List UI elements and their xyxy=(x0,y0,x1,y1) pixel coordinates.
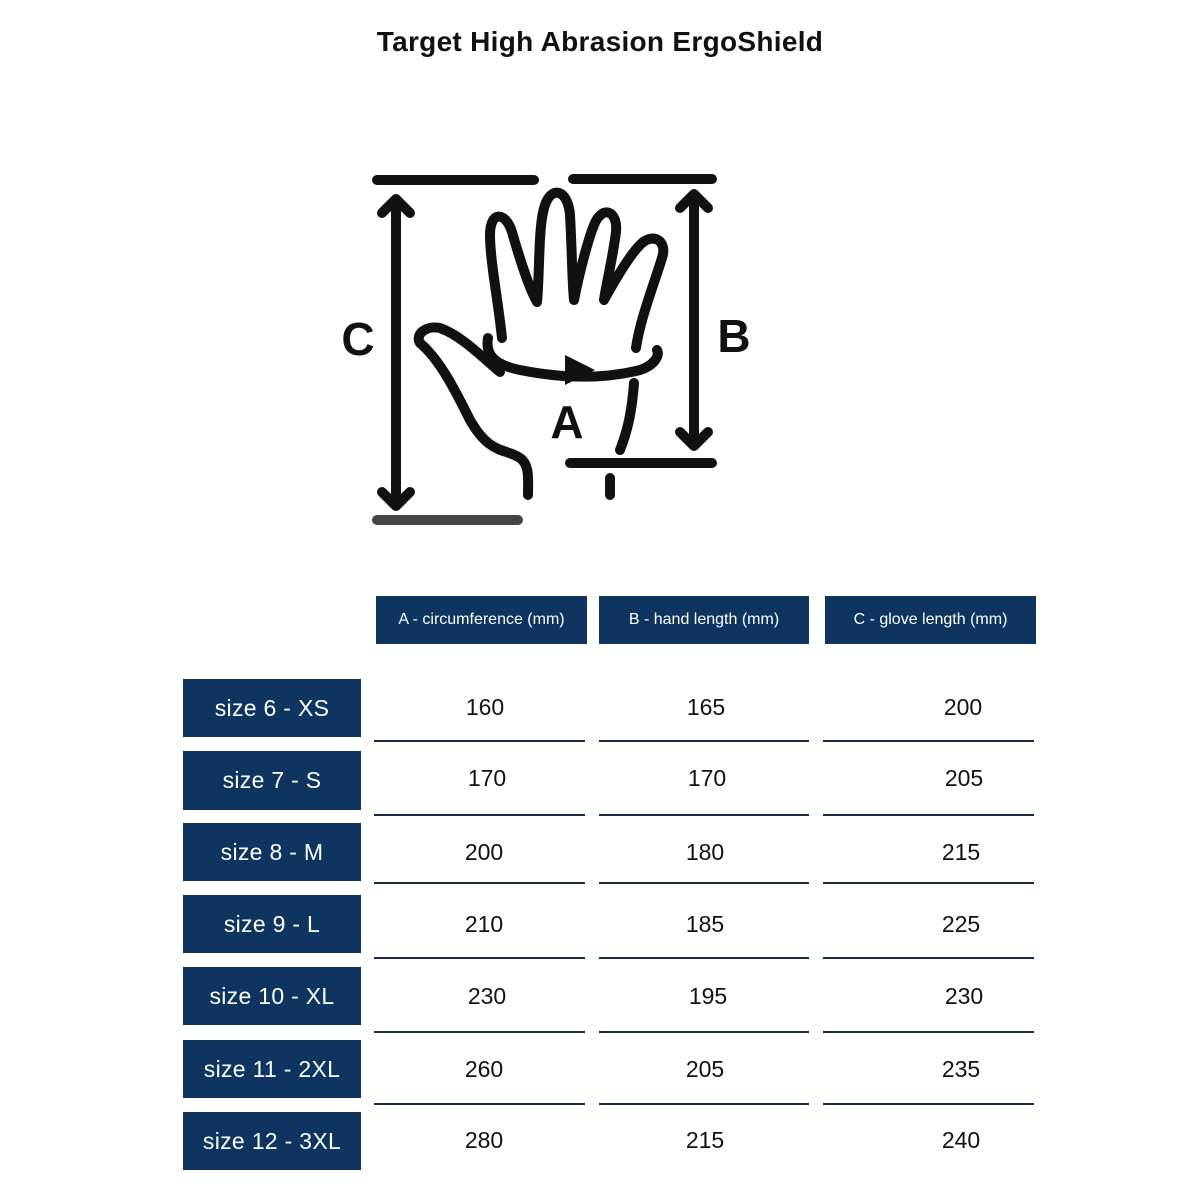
label-b: B xyxy=(717,310,751,362)
row-divider xyxy=(374,740,585,742)
row-divider xyxy=(599,1031,809,1033)
cell-circumference: 260 xyxy=(464,1056,504,1082)
cell-glove-length: 230 xyxy=(944,983,984,1009)
size-label: size 11 - 2XL xyxy=(183,1040,361,1098)
hand-outline-icon xyxy=(490,193,663,348)
cell-hand-length: 165 xyxy=(686,694,726,720)
row-divider xyxy=(823,882,1034,884)
cell-hand-length: 170 xyxy=(687,765,727,791)
row-divider xyxy=(599,1103,809,1105)
cell-circumference: 200 xyxy=(464,839,504,865)
size-label: size 7 - S xyxy=(183,751,361,810)
cell-circumference: 230 xyxy=(467,983,507,1009)
row-divider xyxy=(823,1031,1034,1033)
page-title: Target High Abrasion ErgoShield xyxy=(376,26,824,57)
row-divider xyxy=(374,957,585,959)
row-divider xyxy=(599,740,809,742)
row-divider xyxy=(599,814,809,816)
cell-glove-length: 205 xyxy=(944,765,984,791)
cell-hand-length: 215 xyxy=(685,1127,725,1153)
cell-hand-length: 180 xyxy=(685,839,725,865)
hand-measurement-diagram xyxy=(330,160,770,540)
row-divider xyxy=(374,1031,585,1033)
cell-glove-length: 225 xyxy=(941,911,981,937)
cell-circumference: 170 xyxy=(467,765,507,791)
cell-hand-length: 205 xyxy=(685,1056,725,1082)
cell-hand-length: 185 xyxy=(685,911,725,937)
cell-glove-length: 235 xyxy=(941,1056,981,1082)
row-divider xyxy=(823,740,1034,742)
row-divider xyxy=(374,882,585,884)
row-divider xyxy=(599,882,809,884)
cell-circumference: 160 xyxy=(465,694,505,720)
column-header-circumference: A - circumference (mm) xyxy=(376,596,587,644)
row-divider xyxy=(823,957,1034,959)
row-divider xyxy=(823,1103,1034,1105)
row-divider xyxy=(599,957,809,959)
size-label: size 10 - XL xyxy=(183,967,361,1025)
row-divider xyxy=(374,1103,585,1105)
size-label: size 8 - M xyxy=(183,823,361,881)
label-c: C xyxy=(341,313,375,365)
row-divider xyxy=(823,814,1034,816)
cell-glove-length: 200 xyxy=(943,694,983,720)
cell-glove-length: 215 xyxy=(941,839,981,865)
column-header-hand-length: B - hand length (mm) xyxy=(599,596,809,644)
label-a: A xyxy=(550,396,584,448)
size-label: size 6 - XS xyxy=(183,679,361,737)
column-header-glove-length: C - glove length (mm) xyxy=(825,596,1036,644)
cell-circumference: 210 xyxy=(464,911,504,937)
cell-glove-length: 240 xyxy=(941,1127,981,1153)
cell-circumference: 280 xyxy=(464,1127,504,1153)
size-label: size 12 - 3XL xyxy=(183,1112,361,1170)
size-label: size 9 - L xyxy=(183,895,361,953)
row-divider xyxy=(374,814,585,816)
cell-hand-length: 195 xyxy=(688,983,728,1009)
